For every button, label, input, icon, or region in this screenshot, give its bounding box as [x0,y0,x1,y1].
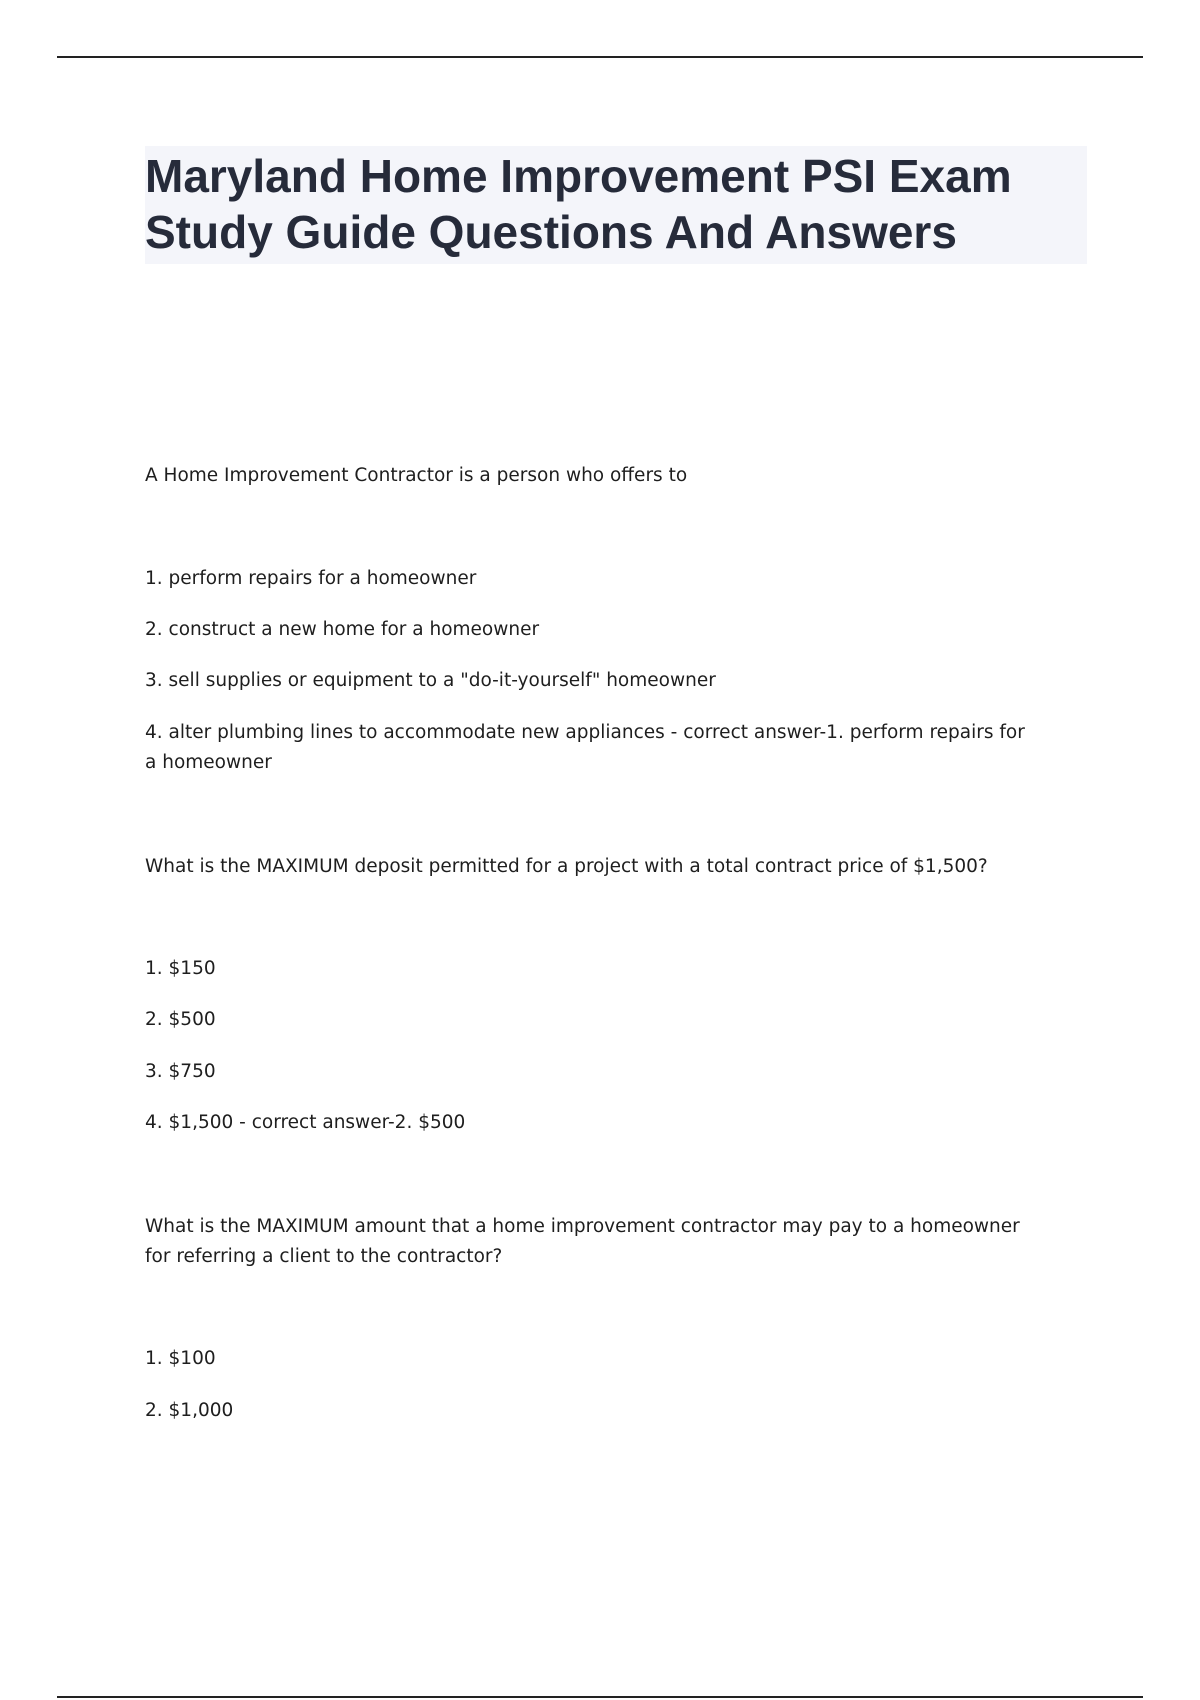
question-2-option-3: 3. $750 [145,1061,216,1082]
question-2-prompt: What is the MAXIMUM deposit permitted for a project with a total contract price of $1,500? [145,856,988,877]
top-rule [57,56,1143,58]
question-3-prompt: What is the MAXIMUM amount that a home improvement contractor may pay to a homeowner for referring a client to the contractor? [145,1216,1020,1267]
question-1-option-2: 2. construct a new home for a homeowner [145,619,540,640]
question-3-option-2: 2. $1,000 [145,1400,234,1421]
title-line-1: Maryland Home Improvement PSI Exam [145,150,1012,202]
question-3-option-1: 1. $100 [145,1348,216,1369]
document-title [145,146,1087,264]
question-1-option-1: 1. perform repairs for a homeowner [145,568,477,589]
question-2-option-2: 2. $500 [145,1009,216,1030]
question-1-option-3: 3. sell supplies or equipment to a "do-it-yourself" homeowner [145,670,716,691]
question-1-prompt: A Home Improvement Contractor is a person who offers to [145,465,688,486]
question-1-option-4: 4. alter plumbing lines to accommodate new appliances - correct answer-1. perform repairs for a homeowner [145,722,1025,773]
question-2-option-4: 4. $1,500 - correct answer-2. $500 [145,1112,466,1133]
title-line-2: Study Guide Questions And Answers [145,206,957,258]
bottom-rule [57,1696,1143,1698]
question-2-option-1: 1. $150 [145,958,216,979]
